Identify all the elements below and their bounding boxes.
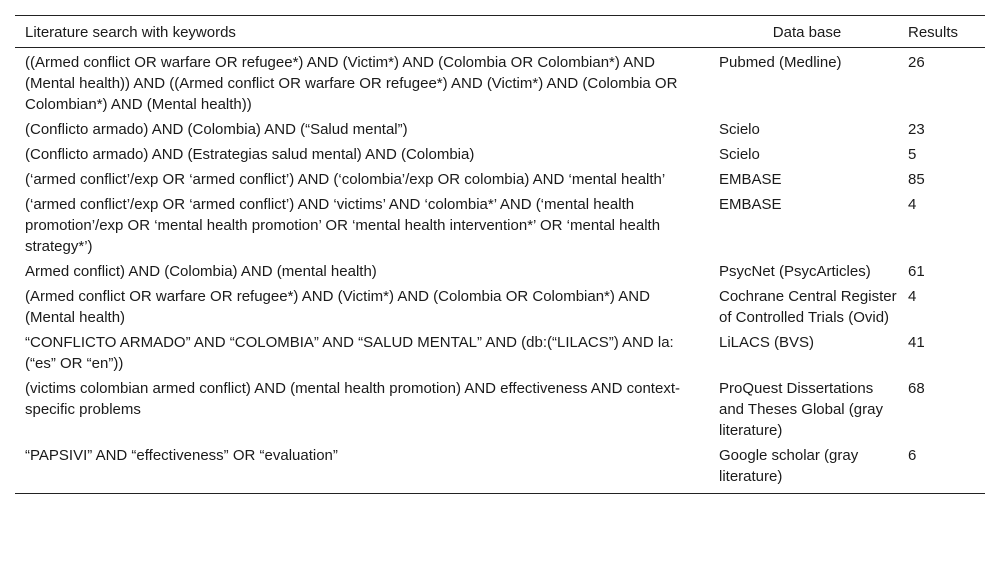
cell-database: Pubmed (Medline): [719, 54, 842, 71]
cell-query: (Conflicto armado) AND (Estrategias salud mental) AND (Colombia): [25, 146, 475, 163]
cell-database: ProQuest Dissertations and Theses Global (gray literature): [719, 380, 883, 439]
table-row: [15, 192, 985, 259]
cell-database: Scielo: [719, 146, 760, 163]
cell-results: 23: [908, 121, 925, 138]
header-database: Data base: [708, 16, 906, 48]
table-row: [15, 48, 985, 118]
search-table-container: [15, 15, 985, 494]
literature-search-table: [15, 15, 985, 494]
cell-database: EMBASE: [719, 196, 782, 213]
cell-database: Cochrane Central Register of Controlled Trials (Ovid): [719, 288, 897, 326]
cell-results: 41: [908, 334, 925, 351]
cell-query: (‘armed conflict’/exp OR ‘armed conflict’) AND ‘victims’ AND ‘colombia*’ AND (‘mental health promotion’/exp OR ‘mental health promotion’ OR ‘mental health intervention*’ OR ‘mental health strategy*’): [25, 196, 661, 255]
header-row: [15, 16, 985, 48]
table-body: [15, 48, 985, 494]
cell-query: Armed conflict) AND (Colombia) AND (mental health): [25, 263, 377, 280]
table-header: [15, 16, 985, 48]
cell-query: “CONFLICTO ARMADO” AND “COLOMBIA” AND “SALUD MENTAL” AND (db:(“LILACS”) AND la:(“es” OR “en”)): [25, 334, 674, 372]
header-query: Literature search with keywords: [15, 16, 708, 48]
table-row: [15, 443, 985, 494]
cell-results: 5: [908, 146, 917, 163]
cell-results: 6: [906, 443, 985, 494]
cell-query: (Armed conflict OR warfare OR refugee*) AND (Victim*) AND (Colombia OR Colombian*) AND (Mental health): [25, 288, 650, 326]
cell-results: 4: [908, 288, 917, 305]
table-row: [15, 376, 985, 443]
table-row: [15, 259, 985, 284]
cell-query: “PAPSIVI” AND “effectiveness” OR “evaluation”: [15, 443, 708, 494]
cell-results: 85: [908, 171, 925, 188]
cell-results: 61: [908, 263, 925, 280]
cell-query: (victims colombian armed conflict) AND (mental health promotion) AND effectiveness AND context-specific problems: [25, 380, 680, 418]
cell-database: PsycNet (PsycArticles): [719, 263, 871, 280]
table-row: [15, 142, 985, 167]
cell-query: ((Armed conflict OR warfare OR refugee*) AND (Victim*) AND (Colombia OR Colombian*) AND (Mental health)) AND ((Armed conflict OR warfare OR refugee*) AND (Victim*) AND (Colombia OR Colombian*) AND (Mental health)): [25, 54, 678, 113]
table-row: [15, 167, 985, 192]
table-row: [15, 330, 985, 376]
cell-database: Google scholar (gray literature): [708, 443, 906, 494]
table-row: [15, 284, 985, 330]
cell-database: EMBASE: [719, 171, 782, 188]
cell-query: (Conflicto armado) AND (Colombia) AND (“Salud mental”): [25, 121, 408, 138]
cell-results: 26: [908, 54, 925, 71]
table-row: [15, 117, 985, 142]
cell-query: (‘armed conflict’/exp OR ‘armed conflict’) AND (‘colombia’/exp OR colombia) AND ‘mental health’: [25, 171, 666, 188]
cell-database: Scielo: [719, 121, 760, 138]
cell-database: LiLACS (BVS): [719, 334, 815, 351]
cell-results: 4: [908, 196, 917, 213]
cell-results: 68: [908, 380, 925, 397]
header-results: Results: [906, 16, 985, 48]
